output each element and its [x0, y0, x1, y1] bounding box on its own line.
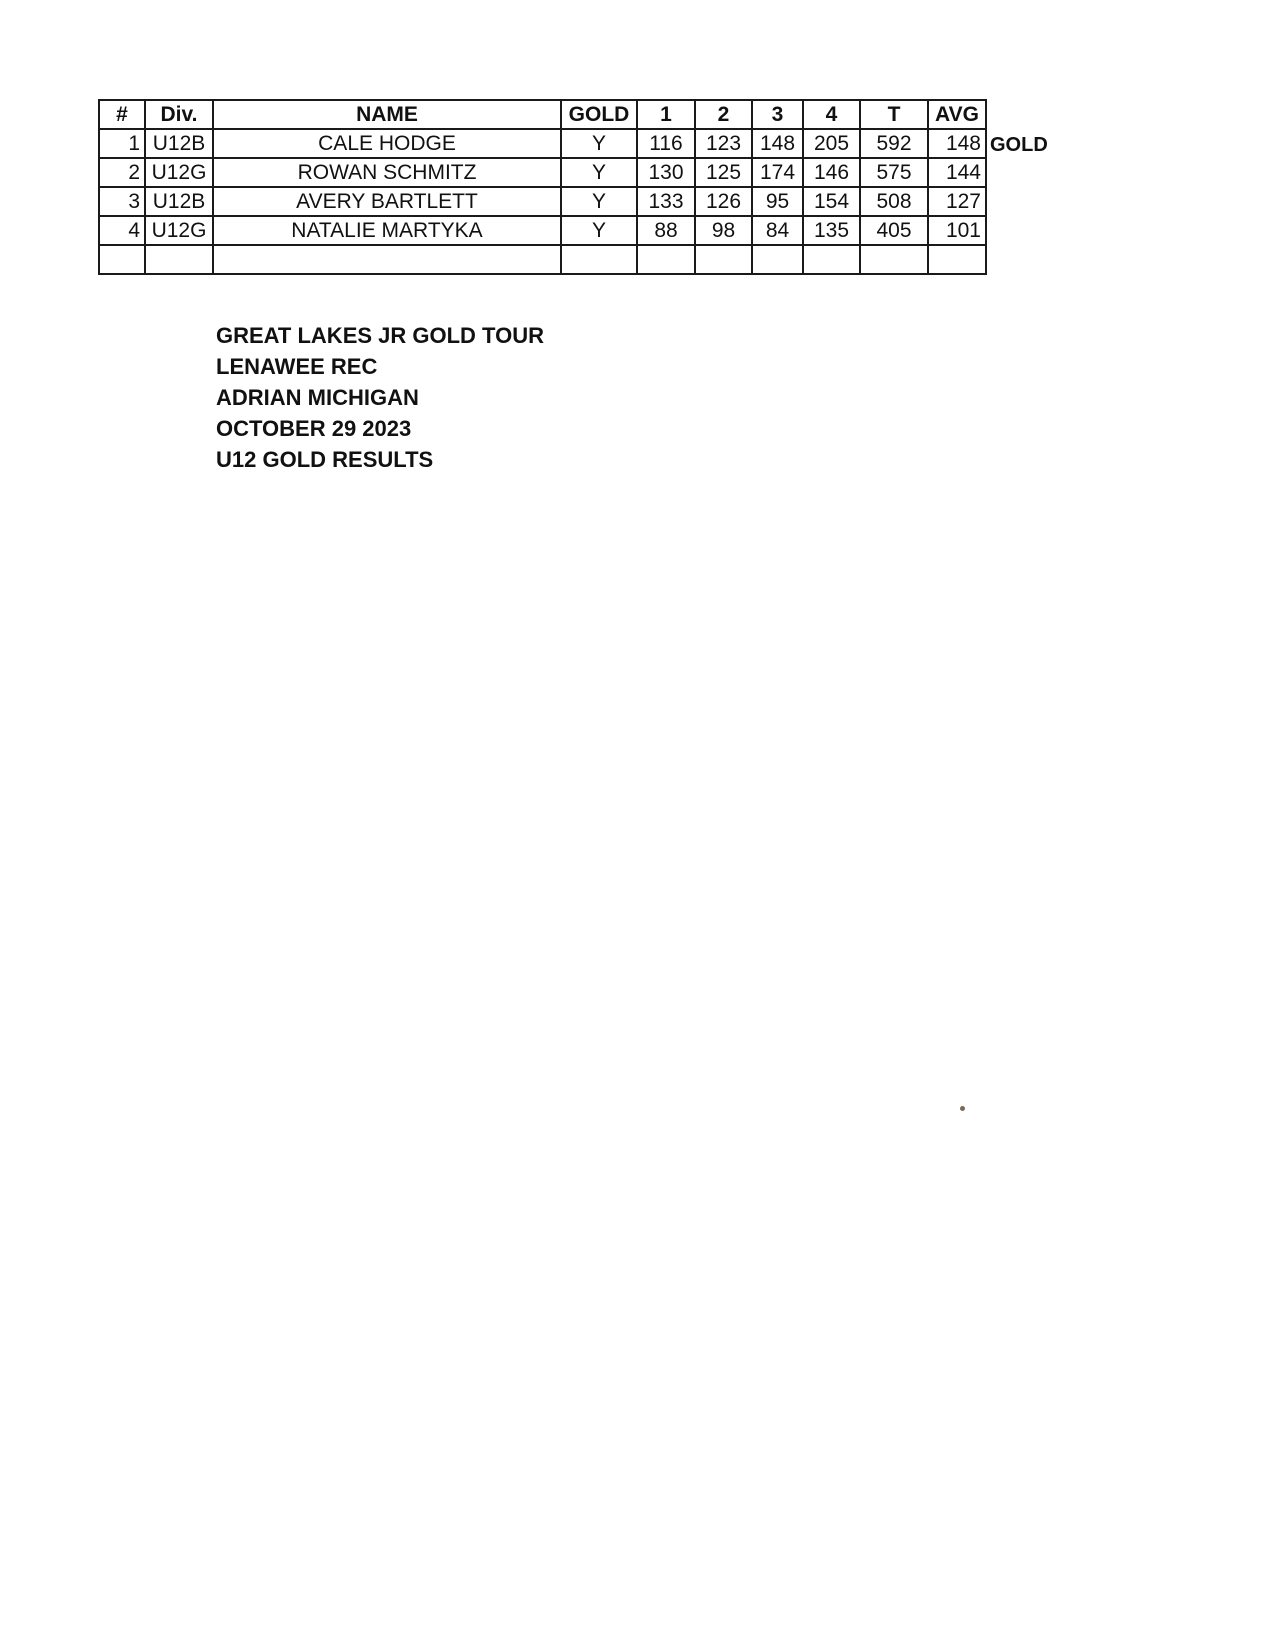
cell-game-1: 130 [637, 158, 695, 187]
cell-division: U12B [145, 187, 213, 216]
event-info [216, 320, 544, 475]
cell-division: U12G [145, 216, 213, 245]
gold-side-note: GOLD [990, 134, 1048, 156]
header-average: AVG [928, 100, 986, 129]
cell-game-2: 98 [695, 216, 752, 245]
cell-empty [99, 245, 145, 274]
cell-average: 101 [928, 216, 986, 245]
table-row [99, 187, 986, 216]
results-table [98, 99, 987, 275]
event-date: OCTOBER 29 2023 [216, 416, 412, 441]
cell-game-4: 154 [803, 187, 860, 216]
table-row [99, 158, 986, 187]
cell-average: 148 [928, 129, 986, 158]
table-row [99, 216, 986, 245]
header-game-1: 1 [637, 100, 695, 129]
cell-total: 592 [860, 129, 928, 158]
header-name: NAME [213, 100, 561, 129]
header-gold: GOLD [561, 100, 637, 129]
cell-empty [752, 245, 803, 274]
cell-empty [860, 245, 928, 274]
cell-total: 405 [860, 216, 928, 245]
cell-gold: Y [561, 129, 637, 158]
cell-empty [213, 245, 561, 274]
cell-game-3: 148 [752, 129, 803, 158]
scan-speck [960, 1106, 965, 1111]
cell-gold: Y [561, 187, 637, 216]
header-game-2: 2 [695, 100, 752, 129]
cell-rank: 4 [99, 216, 145, 245]
table-header-row [99, 100, 986, 129]
cell-empty [803, 245, 860, 274]
cell-game-2: 125 [695, 158, 752, 187]
cell-average: 127 [928, 187, 986, 216]
cell-name: AVERY BARTLETT [213, 187, 561, 216]
cell-game-3: 84 [752, 216, 803, 245]
header-total: T [860, 100, 928, 129]
tour-name: GREAT LAKES JR GOLD TOUR [216, 323, 544, 348]
cell-game-3: 95 [752, 187, 803, 216]
cell-empty [561, 245, 637, 274]
cell-division: U12G [145, 158, 213, 187]
cell-game-4: 205 [803, 129, 860, 158]
cell-empty [928, 245, 986, 274]
table-row-empty [99, 245, 986, 274]
table-row [99, 129, 986, 158]
header-game-3: 3 [752, 100, 803, 129]
cell-name: CALE HODGE [213, 129, 561, 158]
event-location: ADRIAN MICHIGAN [216, 385, 419, 410]
cell-gold: Y [561, 216, 637, 245]
cell-game-1: 133 [637, 187, 695, 216]
venue-name: LENAWEE REC [216, 354, 378, 379]
cell-total: 508 [860, 187, 928, 216]
cell-name: NATALIE MARTYKA [213, 216, 561, 245]
cell-game-4: 135 [803, 216, 860, 245]
cell-name: ROWAN SCHMITZ [213, 158, 561, 187]
cell-game-3: 174 [752, 158, 803, 187]
cell-rank: 1 [99, 129, 145, 158]
cell-empty [695, 245, 752, 274]
cell-game-2: 126 [695, 187, 752, 216]
cell-average: 144 [928, 158, 986, 187]
cell-empty [637, 245, 695, 274]
cell-game-1: 88 [637, 216, 695, 245]
header-division: Div. [145, 100, 213, 129]
cell-total: 575 [860, 158, 928, 187]
cell-empty [145, 245, 213, 274]
cell-rank: 2 [99, 158, 145, 187]
cell-game-4: 146 [803, 158, 860, 187]
cell-game-1: 116 [637, 129, 695, 158]
cell-division: U12B [145, 129, 213, 158]
cell-game-2: 123 [695, 129, 752, 158]
cell-gold: Y [561, 158, 637, 187]
header-rank: # [99, 100, 145, 129]
header-game-4: 4 [803, 100, 860, 129]
results-title: U12 GOLD RESULTS [216, 447, 434, 472]
cell-rank: 3 [99, 187, 145, 216]
